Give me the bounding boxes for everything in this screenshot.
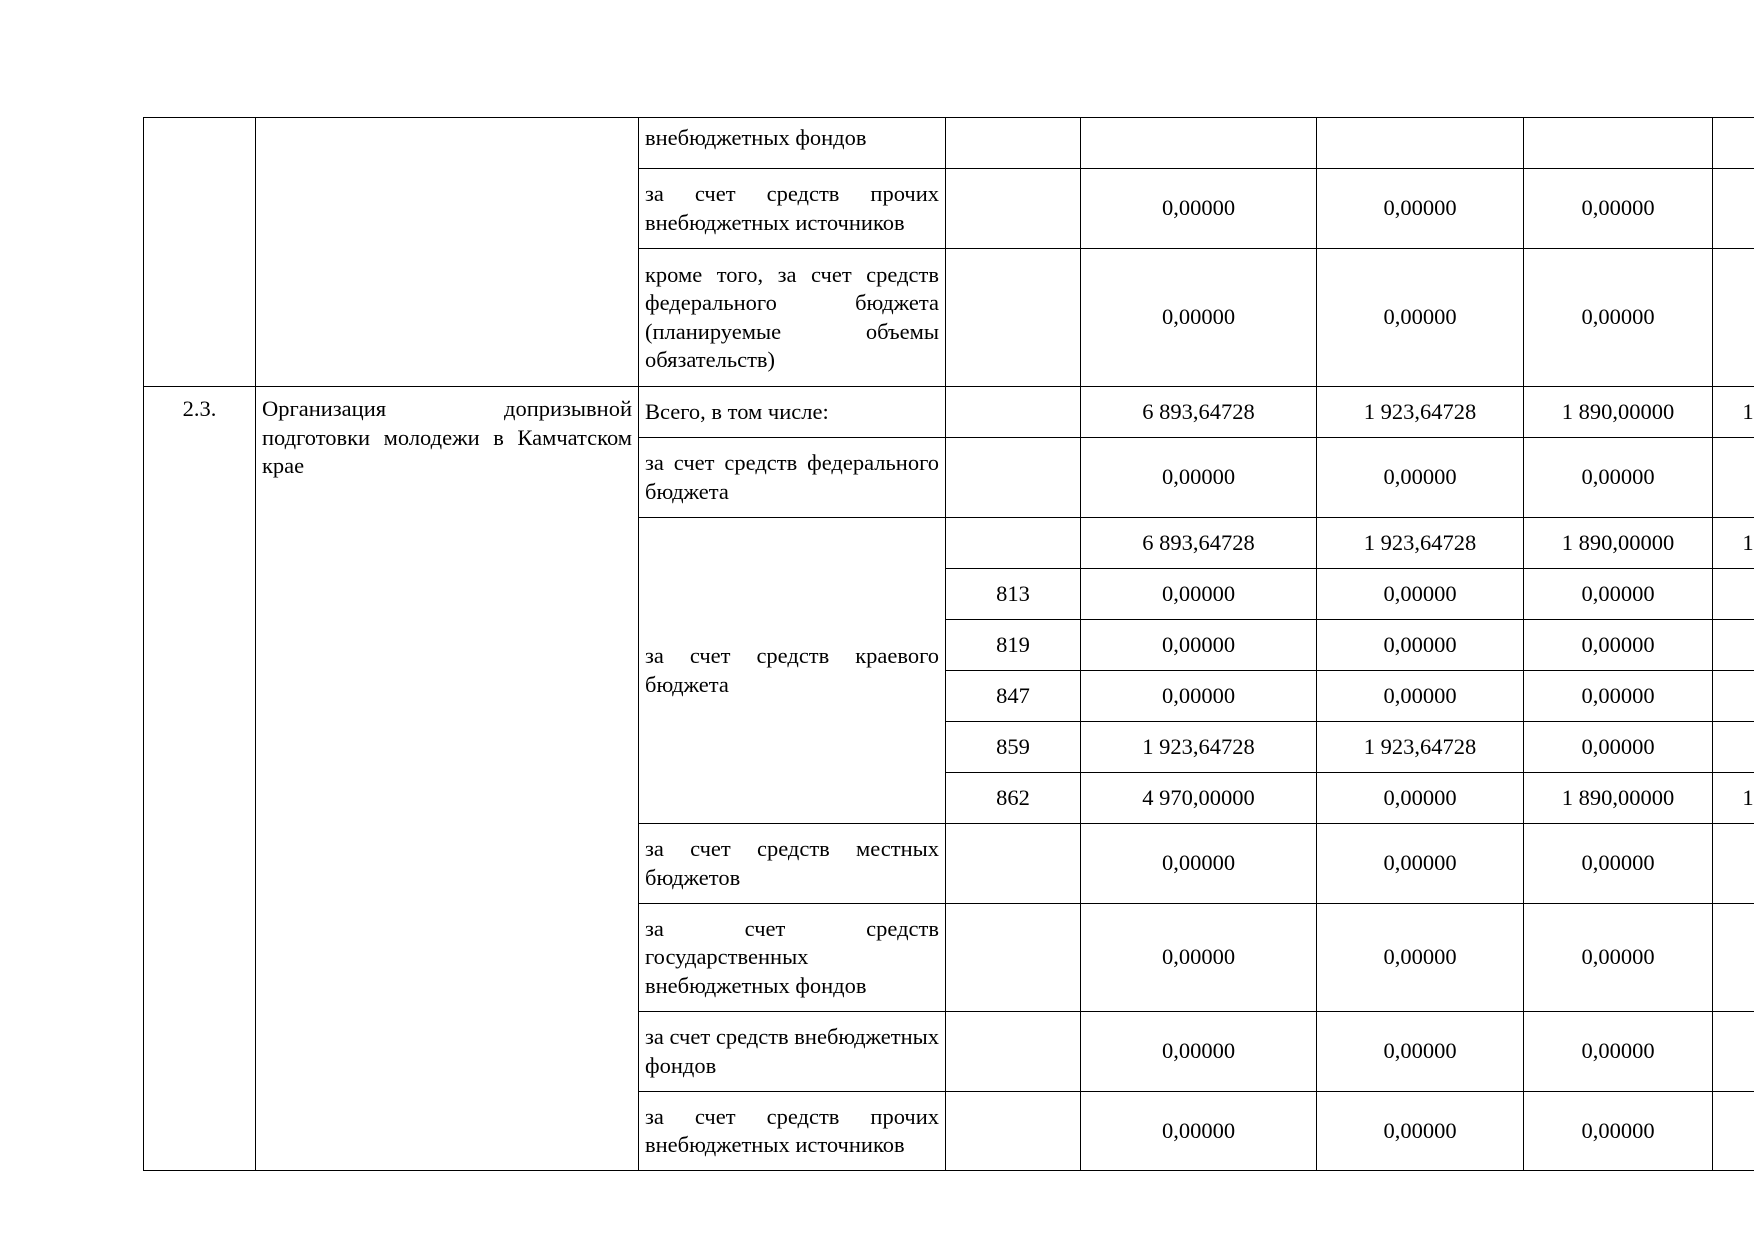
funding-source-cell: за счет средств внебюджетных фондов [639, 1012, 946, 1092]
value-cell: 0,00000 [1081, 169, 1317, 249]
truncated-value-cell: 1 [1713, 387, 1754, 438]
value-cell: 0,00000 [1317, 1092, 1524, 1171]
table-row [144, 118, 1754, 169]
value-cell: 0,00000 [1317, 824, 1524, 904]
value-cell: 0,00000 [1081, 620, 1317, 671]
value-cell [1317, 118, 1524, 169]
truncated-value-cell [1713, 569, 1754, 620]
budget-code-cell [946, 249, 1081, 387]
value-cell: 0,00000 [1081, 1092, 1317, 1171]
value-cell: 0,00000 [1524, 824, 1713, 904]
funding-source-cell: за счет средств прочих внебюджетных источников [639, 169, 946, 249]
value-cell: 0,00000 [1081, 569, 1317, 620]
truncated-value-cell [1713, 1092, 1754, 1171]
truncated-value-cell [1713, 169, 1754, 249]
value-cell: 0,00000 [1317, 1012, 1524, 1092]
funding-source-cell: за счет средств прочих внебюджетных источников [639, 1092, 946, 1171]
budget-code-cell: 813 [946, 569, 1081, 620]
budget-code-cell [946, 169, 1081, 249]
value-cell [1081, 118, 1317, 169]
budget-code-cell: 862 [946, 773, 1081, 824]
budget-code-cell [946, 904, 1081, 1012]
value-cell: 0,00000 [1524, 1092, 1713, 1171]
value-cell: 0,00000 [1317, 671, 1524, 722]
value-cell: 6 893,64728 [1081, 387, 1317, 438]
funding-source-cell: кроме того, за счет средств федерального бюджета (планируемые объемы обязательств) [639, 249, 946, 387]
value-cell: 1 923,64728 [1317, 518, 1524, 569]
budget-code-cell [946, 387, 1081, 438]
value-cell: 0,00000 [1524, 249, 1713, 387]
funding-source-cell: Всего, в том числе: [639, 387, 946, 438]
truncated-value-cell [1713, 118, 1754, 169]
truncated-value-cell [1713, 438, 1754, 518]
value-cell: 0,00000 [1317, 249, 1524, 387]
value-cell: 0,00000 [1524, 671, 1713, 722]
value-cell: 0,00000 [1524, 904, 1713, 1012]
value-cell: 0,00000 [1524, 1012, 1713, 1092]
funding-source-cell: внебюджетных фондов [639, 118, 946, 169]
value-cell [1524, 118, 1713, 169]
funding-source-cell: за счет средств государственных внебюджетных фондов [639, 904, 946, 1012]
funding-source-cell: за счет средств краевого бюджета [639, 518, 946, 824]
value-cell: 1 890,00000 [1524, 518, 1713, 569]
budget-code-cell [946, 438, 1081, 518]
truncated-value-cell: 1 [1713, 518, 1754, 569]
budget-code-cell [946, 1092, 1081, 1171]
value-cell: 1 890,00000 [1524, 387, 1713, 438]
funding-source-cell: за счет средств федерального бюджета [639, 438, 946, 518]
value-cell: 0,00000 [1317, 904, 1524, 1012]
value-cell: 0,00000 [1524, 569, 1713, 620]
budget-code-cell [946, 824, 1081, 904]
value-cell: 1 923,64728 [1317, 722, 1524, 773]
truncated-value-cell [1713, 620, 1754, 671]
value-cell: 0,00000 [1524, 169, 1713, 249]
truncated-value-cell [1713, 671, 1754, 722]
value-cell: 1 890,00000 [1524, 773, 1713, 824]
value-cell: 0,00000 [1081, 824, 1317, 904]
budget-code-cell: 819 [946, 620, 1081, 671]
truncated-value-cell: 1 [1713, 773, 1754, 824]
value-cell: 0,00000 [1524, 722, 1713, 773]
value-cell: 0,00000 [1081, 438, 1317, 518]
table-row [144, 387, 1754, 438]
item-name-cell [256, 118, 639, 387]
item-name-cell: Организация допризывной подготовки молодежи в Камчатском крае [256, 387, 639, 1171]
value-cell: 0,00000 [1081, 671, 1317, 722]
value-cell: 0,00000 [1317, 773, 1524, 824]
value-cell: 0,00000 [1524, 438, 1713, 518]
value-cell: 0,00000 [1081, 904, 1317, 1012]
value-cell: 0,00000 [1317, 620, 1524, 671]
budget-table [143, 117, 1754, 1171]
funding-source-cell: за счет средств местных бюджетов [639, 824, 946, 904]
truncated-value-cell [1713, 249, 1754, 387]
value-cell: 0,00000 [1081, 1012, 1317, 1092]
budget-code-cell: 859 [946, 722, 1081, 773]
item-number-cell [144, 118, 256, 387]
truncated-value-cell [1713, 904, 1754, 1012]
value-cell: 4 970,00000 [1081, 773, 1317, 824]
value-cell: 0,00000 [1317, 569, 1524, 620]
value-cell: 0,00000 [1081, 249, 1317, 387]
truncated-value-cell [1713, 824, 1754, 904]
item-number-cell: 2.3. [144, 387, 256, 1171]
budget-code-cell [946, 118, 1081, 169]
value-cell: 6 893,64728 [1081, 518, 1317, 569]
truncated-value-cell [1713, 722, 1754, 773]
budget-code-cell: 847 [946, 671, 1081, 722]
value-cell: 0,00000 [1524, 620, 1713, 671]
budget-code-cell [946, 518, 1081, 569]
value-cell: 0,00000 [1317, 169, 1524, 249]
value-cell: 0,00000 [1317, 438, 1524, 518]
budget-code-cell [946, 1012, 1081, 1092]
value-cell: 1 923,64728 [1317, 387, 1524, 438]
value-cell: 1 923,64728 [1081, 722, 1317, 773]
truncated-value-cell [1713, 1012, 1754, 1092]
